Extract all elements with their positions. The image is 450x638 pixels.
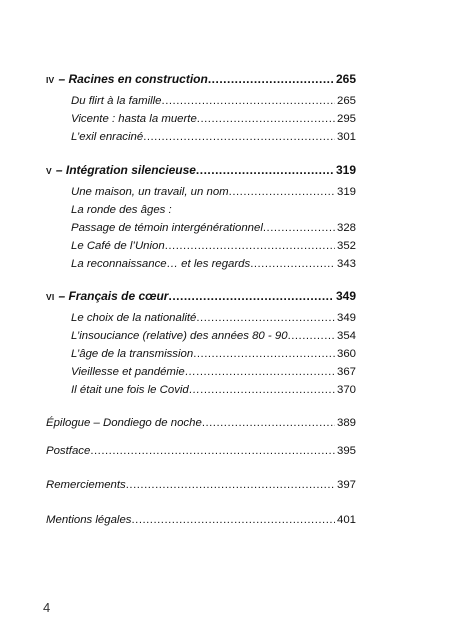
toc-mentions-legales	[46, 512, 356, 528]
page-number: 395	[336, 445, 356, 457]
page-number: 295	[336, 113, 356, 125]
dot-leader	[193, 346, 335, 362]
dot-leader	[168, 288, 333, 304]
page-number: 319	[335, 163, 356, 177]
dot-leader	[126, 477, 335, 493]
dot-leader	[196, 162, 334, 178]
entry-title: Vicente : hasta la muerte	[71, 113, 197, 125]
entry-title: Du flirt à la famille	[71, 95, 162, 107]
page-number: 349	[336, 312, 356, 324]
page-number: 328	[336, 222, 356, 234]
dot-leader	[143, 129, 335, 145]
page-number: 367	[336, 366, 356, 378]
part-number: IV	[46, 75, 55, 85]
entry-title: Postface	[46, 445, 91, 457]
toc-entry	[71, 220, 356, 236]
entry-title: Il était une fois le Covid…	[71, 384, 201, 396]
dot-leader	[197, 111, 335, 127]
toc-entry	[71, 238, 356, 254]
entry-title: Une maison, un travail, un nom	[71, 186, 229, 198]
toc-entry	[71, 364, 356, 380]
toc-epilogue	[46, 415, 356, 431]
entry-title: L’exil enraciné	[71, 131, 144, 143]
toc-entry	[71, 382, 356, 398]
dot-leader	[162, 93, 335, 109]
entry-title: Épilogue – Dondiego de noche	[46, 417, 202, 429]
page-number: 370	[336, 384, 356, 396]
entry-title: L’insouciance (relative) des années 80 - 90	[71, 330, 288, 342]
toc-part-iv	[46, 71, 356, 87]
page-number: 352	[336, 240, 356, 252]
entry-title: Mentions légales	[46, 514, 132, 526]
entry-title: La reconnaissance… et les regards	[71, 258, 251, 270]
toc-part-vi	[46, 288, 356, 304]
entry-title: Le Café de l’Union	[71, 240, 165, 252]
toc-entry	[71, 328, 356, 344]
part-number: V	[46, 166, 52, 176]
dot-leader	[196, 364, 335, 380]
page-number: 265	[336, 95, 356, 107]
page-number: 354	[336, 330, 356, 342]
entry-title-line: La ronde des âges :	[71, 204, 172, 216]
page-number: 360	[336, 348, 356, 360]
entry-title: Remerciements	[46, 479, 126, 491]
page-number: 401	[336, 514, 356, 526]
dot-leader	[288, 328, 335, 344]
entry-title: Le choix de la nationalité	[71, 312, 197, 324]
toc-entry	[71, 93, 356, 109]
toc-entry	[71, 184, 356, 200]
dot-leader	[131, 512, 335, 528]
page-number: 397	[336, 479, 356, 491]
dot-leader	[229, 184, 335, 200]
page-number: 389	[336, 417, 356, 429]
toc-entry	[71, 310, 356, 326]
part-number: VI	[46, 292, 55, 302]
part-title: – Racines en construction	[58, 72, 208, 86]
dot-leader	[250, 256, 335, 272]
toc-postface	[46, 443, 356, 459]
page-number: 349	[335, 289, 356, 303]
toc-remerciements	[46, 477, 356, 493]
toc-entry	[71, 129, 356, 145]
toc-entry	[71, 346, 356, 362]
dot-leader	[165, 238, 335, 254]
dot-leader	[200, 382, 335, 398]
page-number: 343	[336, 258, 356, 270]
dot-leader	[263, 220, 335, 236]
dot-leader	[90, 443, 335, 459]
entry-title: L’âge de la transmission	[71, 348, 194, 360]
page-number: 301	[336, 131, 356, 143]
page-number: 265	[335, 72, 356, 86]
dot-leader	[202, 415, 335, 431]
page-number: 319	[336, 186, 356, 198]
part-title: – Intégration silencieuse	[55, 163, 196, 177]
page-folio: 4	[43, 600, 51, 615]
toc-part-v	[46, 162, 356, 178]
part-title: – Français de cœur	[58, 289, 169, 303]
toc-entry	[71, 256, 356, 272]
entry-title: Passage de témoin intergénérationnel	[71, 222, 263, 234]
toc-entry	[71, 111, 356, 127]
dot-leader	[196, 310, 335, 326]
entry-title: Vieillesse et pandémie…	[71, 366, 197, 378]
dot-leader	[208, 71, 334, 87]
